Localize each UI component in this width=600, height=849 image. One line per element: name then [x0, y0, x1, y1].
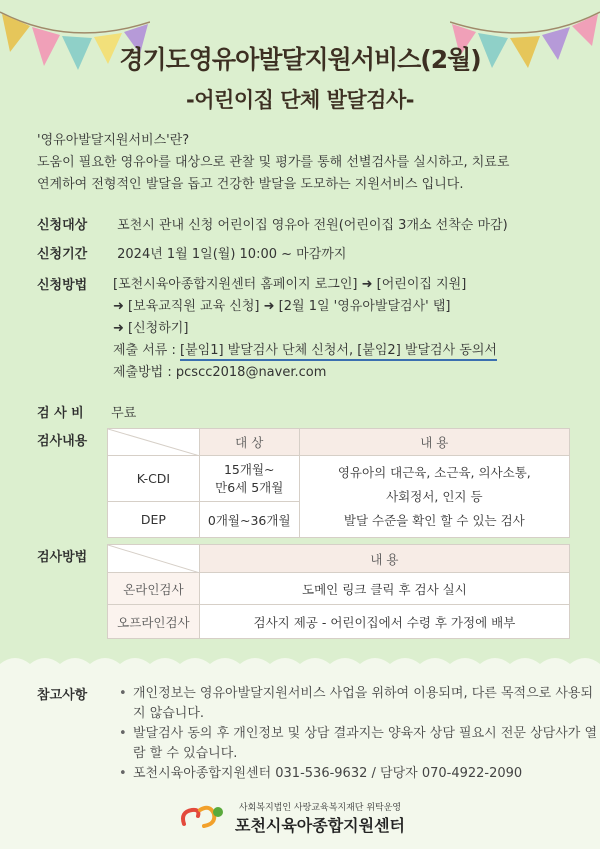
period-value: 2024년 1월 1일(월) 10:00 ~ 마감까지	[117, 247, 347, 262]
target-label: 신청대상	[37, 218, 88, 233]
footer	[0, 800, 600, 836]
note-item: • 발달검사 동의 후 개인정보 및 상담 결과지는 양육자 상담 필요시 전문 상담사가 열람 할 수 있습니다.	[117, 724, 597, 764]
docs-label: 제출 서류 :	[113, 343, 181, 358]
exam-row-target-line1: 15개월~	[223, 461, 275, 477]
exam-content-description	[299, 456, 569, 538]
docs-value: [붙임1] 발달검사 단체 신청서, [붙임2] 발달검사 동의서	[180, 343, 497, 361]
target-row	[37, 214, 508, 233]
apply-step-3: [보육교직원 교육 신청]	[128, 299, 260, 314]
fee-row	[37, 402, 136, 421]
exam-content-line1: 영유아의 대근육, 소근육, 의사소통,	[337, 464, 531, 480]
submit-email: pcscc2018@naver.com	[175, 365, 327, 380]
apply-step-5: [신청하기]	[128, 321, 189, 336]
intro-line-2: 도움이 필요한 영유아를 대상으로 관찰 및 평가를 통해 선별검사를 실시하고, 치료로	[37, 155, 510, 170]
method-row-name: 오프라인검사	[108, 605, 200, 639]
arrow-right-icon: ➜	[263, 299, 275, 314]
arrow-right-icon: ➜	[113, 321, 124, 336]
arrow-right-icon: ➜	[361, 277, 373, 292]
exam-row-name: K-CDI	[108, 456, 200, 502]
target-value: 포천시 관내 신청 어린이집 영유아 전원(어린이집 3개소 선착순 마감)	[117, 218, 508, 233]
page-subtitle: -어린이집 단체 발달검사-	[186, 88, 414, 112]
submit-label: 제출방법 :	[113, 365, 176, 380]
method-row-name: 온라인검사	[108, 573, 200, 605]
notes-label: 참고사항	[37, 688, 88, 703]
notes-list	[117, 684, 597, 784]
exam-content-line2: 사회정서, 인지 등	[386, 488, 483, 504]
exam-row-name: DEP	[108, 502, 200, 538]
exam-row-target-line2: 만6세 5개월	[215, 479, 284, 495]
apply-step-4: [2월 1일 '영유아발달검사' 탭]	[278, 299, 451, 314]
exam-content-table	[107, 428, 570, 538]
method-row-value: 검사지 제공 - 어린이집에서 수령 후 가정에 배부	[199, 605, 569, 639]
apply-step-1: [포천시육아종합지원센터 홈페이지 로그인]	[113, 277, 358, 292]
exam-content-line3: 발달 수준을 확인 할 수 있는 검사	[343, 512, 525, 528]
organization-name: 포천시육아종합지원센터	[234, 816, 406, 835]
table-corner	[108, 429, 200, 456]
table-corner	[108, 545, 200, 573]
operator-text: 사회복지법인 사랑교육복지재단 위탁운영	[238, 803, 402, 813]
exam-method-table	[107, 544, 570, 639]
exam-row-target: 0개월~36개월	[199, 502, 299, 538]
intro-line-3: 연계하여 전형적인 발달을 돕고 건강한 발달을 도모하는 지원서비스 입니다.	[37, 177, 464, 192]
page-title: 경기도영유아발달지원서비스(2월)	[119, 45, 481, 74]
exam-method-header: 내 용	[199, 545, 569, 573]
apply-steps	[113, 274, 497, 384]
fee-label: 검 사 비	[37, 406, 84, 421]
method-label: 신청방법	[37, 278, 88, 293]
period-row	[37, 243, 346, 262]
exam-row-target	[199, 456, 299, 502]
fee-value: 무료	[111, 406, 137, 421]
apply-step-2: [어린이집 지원]	[376, 277, 467, 292]
exam-content-header-content: 내 용	[299, 429, 569, 456]
intro-line-1: '영유아발달지원서비스'란?	[37, 133, 190, 148]
method-row-value: 도메인 링크 클릭 후 검사 실시	[199, 573, 569, 605]
method-row	[37, 274, 113, 293]
note-item: • 개인정보는 영유아발달지원서비스 사업을 위하여 이용되며, 다른 목적으로 사용되지 않습니다.	[117, 684, 597, 724]
period-label: 신청기간	[37, 247, 88, 262]
exam-content-label: 검사내용	[37, 434, 88, 449]
note-item: • 포천시육아종합지원센터 031-536-9632 / 담당자 070-4922-2090	[117, 764, 597, 784]
exam-content-header-target: 대 상	[199, 429, 299, 456]
intro-text	[37, 130, 580, 196]
arrow-right-icon: ➜	[113, 299, 124, 314]
exam-method-label: 검사방법	[37, 550, 88, 565]
